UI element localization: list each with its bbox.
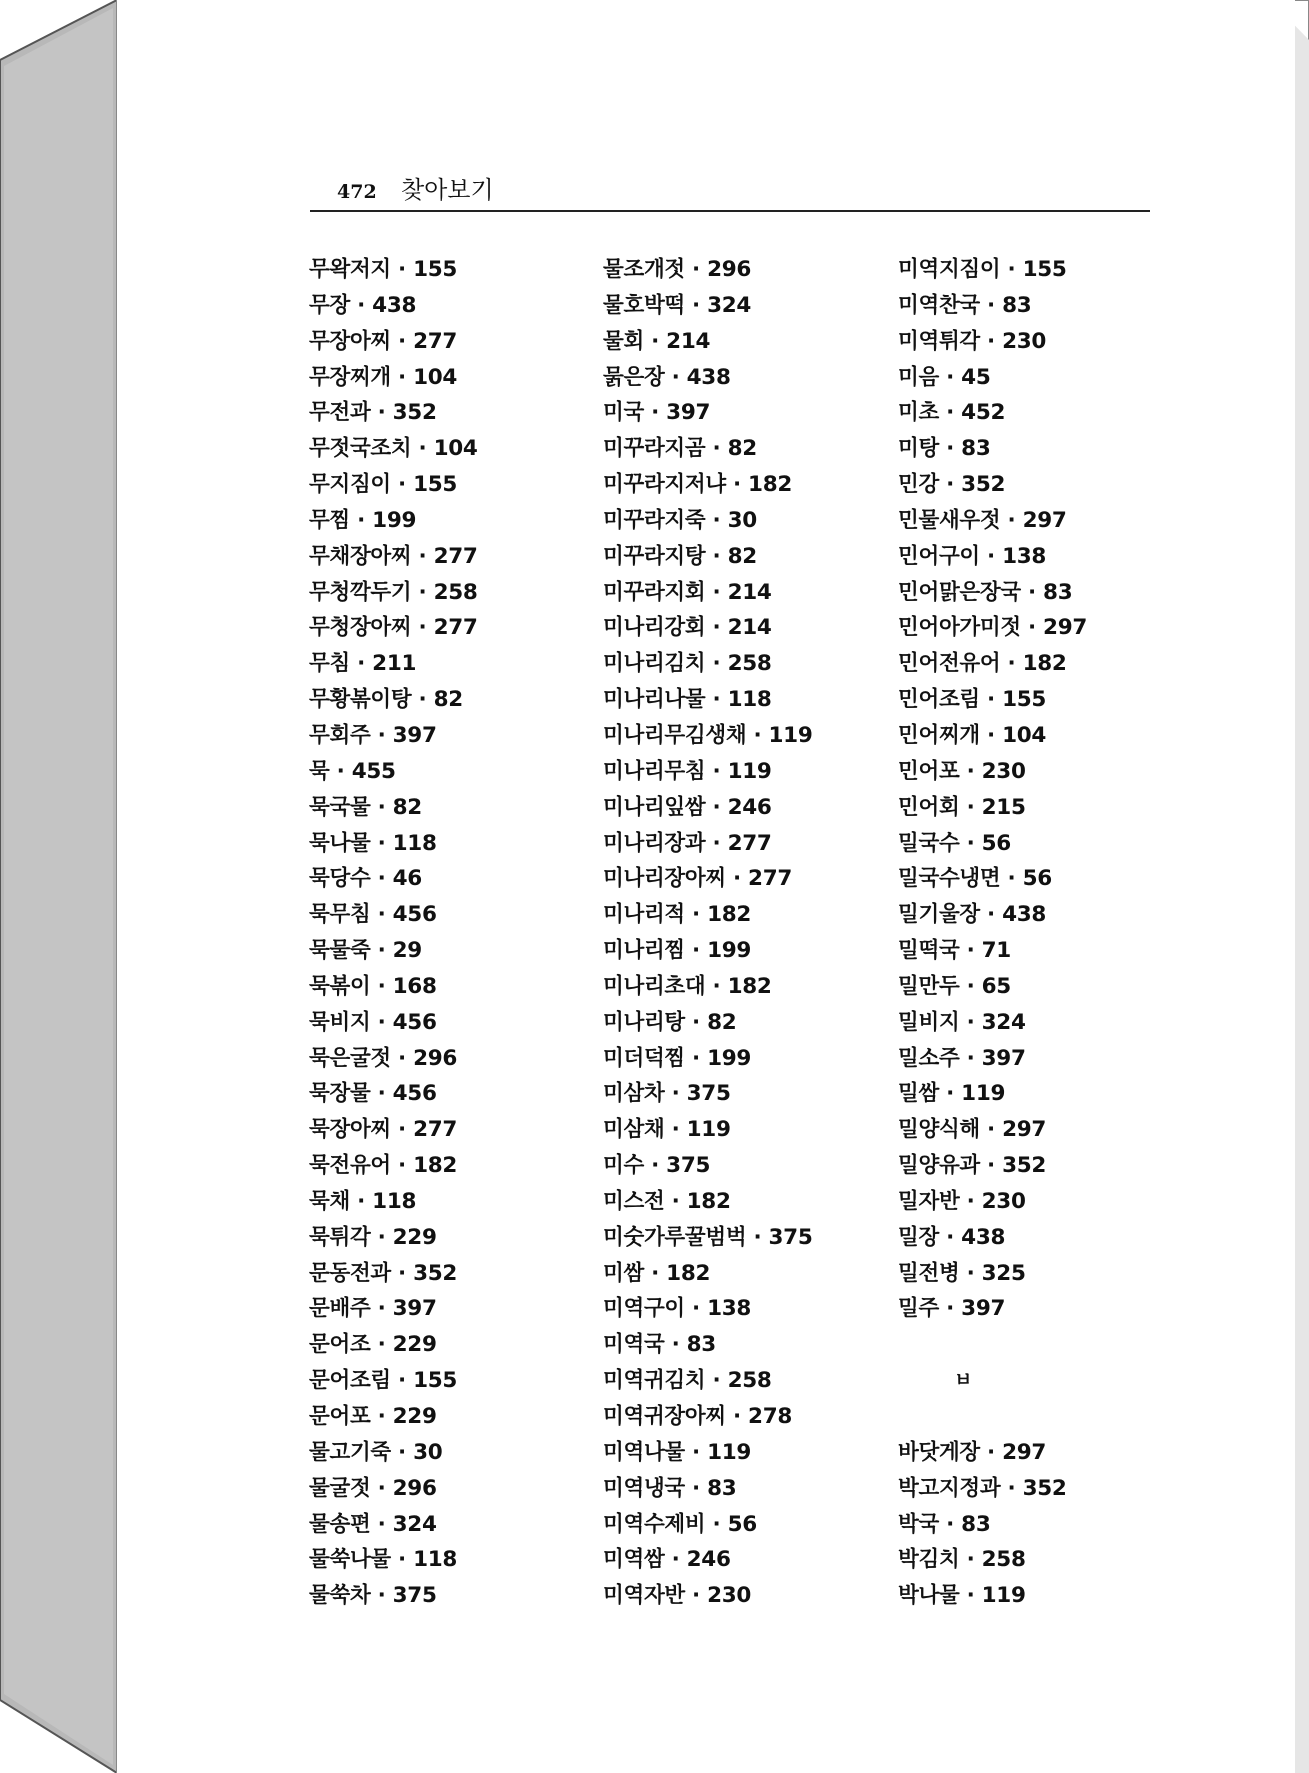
index-entry: 바닷게장 · 297 bbox=[898, 1439, 1047, 1465]
index-row bbox=[898, 610, 1087, 646]
index-row bbox=[309, 969, 478, 1005]
index-row bbox=[603, 1184, 813, 1220]
index-row bbox=[898, 431, 1087, 467]
index-entry: 미초 · 452 bbox=[898, 400, 1006, 426]
index-entry: 무전과 · 352 bbox=[309, 400, 437, 426]
index-entry: 묵나물 · 118 bbox=[309, 830, 437, 856]
index-entry: 미역구이 · 138 bbox=[603, 1296, 752, 1322]
index-entry: 미쌈 · 182 bbox=[603, 1260, 711, 1286]
index-entry: 박고지정과 · 352 bbox=[898, 1475, 1067, 1501]
index-row bbox=[603, 754, 813, 790]
index-row bbox=[309, 1291, 478, 1327]
index-row bbox=[603, 288, 813, 324]
index-entry: 미탕 · 83 bbox=[898, 436, 991, 462]
index-entry: 밀국수냉면 · 56 bbox=[898, 866, 1052, 892]
index-row bbox=[309, 395, 478, 431]
index-row bbox=[309, 503, 478, 539]
index-row bbox=[603, 1005, 813, 1041]
index-row bbox=[309, 1578, 478, 1614]
index-entry: 미역나물 · 119 bbox=[603, 1439, 752, 1465]
index-row bbox=[309, 252, 478, 288]
index-entry: 미나리초대 · 182 bbox=[603, 973, 772, 999]
index-row bbox=[309, 1542, 478, 1578]
index-row bbox=[309, 1076, 478, 1112]
index-entry: 물호박떡 · 324 bbox=[603, 292, 752, 318]
index-entry: 미나리장아찌 · 277 bbox=[603, 866, 793, 892]
index-entry: 물굴젓 · 296 bbox=[309, 1475, 437, 1501]
index-column-1 bbox=[309, 252, 478, 1614]
index-row bbox=[603, 718, 813, 754]
index-row bbox=[309, 288, 478, 324]
index-entry: 묵장아찌 · 277 bbox=[309, 1117, 458, 1143]
index-entry: 묵은굴젓 · 296 bbox=[309, 1045, 458, 1071]
index-row bbox=[603, 1363, 813, 1399]
index-entry: 미역자반 · 230 bbox=[603, 1583, 752, 1609]
index-row bbox=[603, 324, 813, 360]
index-row bbox=[603, 539, 813, 575]
index-row bbox=[603, 467, 813, 503]
index-entry: 박나물 · 119 bbox=[898, 1583, 1026, 1609]
index-entry: 민어전유어 · 182 bbox=[898, 651, 1067, 677]
index-entry: 민어맑은장국 · 83 bbox=[898, 579, 1073, 605]
index-entry: 물조개젓 · 296 bbox=[603, 257, 752, 282]
index-entry: 미역국 · 83 bbox=[603, 1332, 716, 1358]
index-entry: 미나리김치 · 258 bbox=[603, 651, 772, 677]
index-entry: 미역쌈 · 246 bbox=[603, 1547, 731, 1573]
index-entry: 미꾸라지곰 · 82 bbox=[603, 436, 757, 462]
index-row bbox=[898, 1112, 1087, 1148]
index-entry: 묽은장 · 438 bbox=[603, 364, 731, 390]
index-entry: 미나리탕 · 82 bbox=[603, 1009, 737, 1035]
index-row bbox=[309, 1327, 478, 1363]
index-entry: 민어포 · 230 bbox=[898, 758, 1026, 784]
index-entry: 묵채 · 118 bbox=[309, 1188, 417, 1214]
index-row bbox=[603, 790, 813, 826]
index-entry: 민강 · 352 bbox=[898, 472, 1006, 498]
index-entry: 미나리무김생채 · 119 bbox=[603, 722, 813, 748]
index-row bbox=[898, 1041, 1087, 1077]
index-row bbox=[309, 1005, 478, 1041]
index-entry: 미삼차 · 375 bbox=[603, 1081, 731, 1107]
index-entry: 미수 · 375 bbox=[603, 1153, 711, 1179]
index-row bbox=[898, 754, 1087, 790]
index-row bbox=[603, 897, 813, 933]
index-entry: 무침 · 211 bbox=[309, 651, 417, 677]
index-entry: 민어찌개 · 104 bbox=[898, 722, 1047, 748]
index-row bbox=[603, 826, 813, 862]
index-entry: 미역귀장아찌 · 278 bbox=[603, 1404, 793, 1429]
index-row bbox=[309, 467, 478, 503]
index-entry: 묵전유어 · 182 bbox=[309, 1153, 458, 1179]
index-entry: 밀쌈 · 119 bbox=[898, 1081, 1006, 1107]
index-row bbox=[309, 718, 478, 754]
index-entry: 밀만두 · 65 bbox=[898, 973, 1011, 999]
index-entry: 밀양식해 · 297 bbox=[898, 1117, 1047, 1143]
index-row bbox=[898, 1578, 1087, 1614]
index-row bbox=[309, 1399, 478, 1435]
index-entry: 민어회 · 215 bbox=[898, 794, 1026, 820]
index-row bbox=[898, 467, 1087, 503]
index-row bbox=[309, 575, 478, 611]
index-row bbox=[309, 1471, 478, 1507]
index-row bbox=[309, 1220, 478, 1256]
index-row bbox=[898, 1399, 1087, 1435]
index-entry: 미역냉국 · 83 bbox=[603, 1475, 737, 1501]
index-entry: 문어조 · 229 bbox=[309, 1332, 437, 1358]
index-entry: 미나리장과 · 277 bbox=[603, 830, 772, 856]
index-row bbox=[898, 1076, 1087, 1112]
index-entry: 묵튀각 · 229 bbox=[309, 1224, 437, 1250]
index-entry: 미음 · 45 bbox=[898, 364, 991, 390]
index-row bbox=[898, 790, 1087, 826]
index-entry: 미나리잎쌈 · 246 bbox=[603, 794, 772, 820]
section-heading: ㅂ bbox=[954, 1369, 973, 1392]
index-row bbox=[309, 682, 478, 718]
index-row bbox=[898, 682, 1087, 718]
index-entry: 밀비지 · 324 bbox=[898, 1009, 1026, 1035]
page-number: 472 bbox=[337, 181, 377, 203]
index-entry: 미꾸라지탕 · 82 bbox=[603, 543, 757, 569]
index-row bbox=[898, 1363, 1087, 1399]
index-entry: 무장 · 438 bbox=[309, 292, 417, 318]
index-entry: 문어조림 · 155 bbox=[309, 1368, 458, 1394]
index-row bbox=[603, 933, 813, 969]
index-entry: 밀떡국 · 71 bbox=[898, 938, 1011, 964]
index-entry: 미나리적 · 182 bbox=[603, 902, 752, 928]
index-row bbox=[603, 1041, 813, 1077]
index-row bbox=[603, 1399, 813, 1435]
index-entry: 미삼채 · 119 bbox=[603, 1117, 731, 1143]
index-entry: 물송편 · 324 bbox=[309, 1511, 437, 1537]
index-entry: 미나리나물 · 118 bbox=[603, 687, 772, 713]
index-entry: 무지짐이 · 155 bbox=[309, 472, 458, 498]
index-row bbox=[309, 1363, 478, 1399]
index-row bbox=[898, 1256, 1087, 1292]
index-entry: 미나리찜 · 199 bbox=[603, 938, 752, 964]
index-row bbox=[309, 754, 478, 790]
index-row bbox=[603, 395, 813, 431]
index-row bbox=[898, 718, 1087, 754]
index-row bbox=[603, 682, 813, 718]
index-row bbox=[603, 1076, 813, 1112]
index-entry: 밀주 · 397 bbox=[898, 1296, 1006, 1322]
index-entry: 미역튀각 · 230 bbox=[898, 328, 1047, 354]
index-row bbox=[898, 503, 1087, 539]
index-row bbox=[603, 861, 813, 897]
index-entry: 민어조림 · 155 bbox=[898, 687, 1047, 713]
index-entry: 민물새우젓 · 297 bbox=[898, 507, 1067, 533]
index-row bbox=[898, 1471, 1087, 1507]
index-row bbox=[898, 252, 1087, 288]
index-entry: 무젓국조치 · 104 bbox=[309, 436, 478, 462]
index-row bbox=[603, 1327, 813, 1363]
index-row bbox=[898, 1291, 1087, 1327]
index-entry: 미역찬국 · 83 bbox=[898, 292, 1032, 318]
index-entry: 민어아가미젓 · 297 bbox=[898, 615, 1088, 641]
index-row bbox=[898, 1327, 1087, 1363]
index-row bbox=[603, 1256, 813, 1292]
index-entry: 무왁저지 · 155 bbox=[309, 257, 458, 282]
index-row bbox=[309, 324, 478, 360]
index-entry: 무청장아찌 · 277 bbox=[309, 615, 478, 641]
index-entry: 무채장아찌 · 277 bbox=[309, 543, 478, 569]
index-row bbox=[603, 1220, 813, 1256]
index-row bbox=[898, 897, 1087, 933]
index-entry: 묵 · 455 bbox=[309, 758, 396, 784]
index-entry: 밀소주 · 397 bbox=[898, 1045, 1026, 1071]
index-column-3 bbox=[898, 252, 1087, 1614]
index-entry: 무청깍두기 · 258 bbox=[309, 579, 478, 605]
index-row bbox=[603, 360, 813, 396]
index-row bbox=[309, 933, 478, 969]
index-entry: 묵장물 · 456 bbox=[309, 1081, 437, 1107]
index-row bbox=[309, 539, 478, 575]
index-entry: 무회주 · 397 bbox=[309, 722, 437, 748]
index-entry: 미더덕찜 · 199 bbox=[603, 1045, 752, 1071]
page-header bbox=[337, 170, 1150, 205]
index-entry: 박국 · 83 bbox=[898, 1511, 991, 1537]
index-entry: 밀국수 · 56 bbox=[898, 830, 1011, 856]
index-row bbox=[309, 861, 478, 897]
index-entry: 미숫가루꿀범벅 · 375 bbox=[603, 1224, 813, 1250]
index-row bbox=[603, 252, 813, 288]
index-row bbox=[898, 395, 1087, 431]
index-row bbox=[309, 610, 478, 646]
index-entry: 문배주 · 397 bbox=[309, 1296, 437, 1322]
index-row bbox=[309, 431, 478, 467]
index-entry: 물회 · 214 bbox=[603, 328, 711, 354]
index-row bbox=[898, 1507, 1087, 1543]
header-rule bbox=[310, 210, 1150, 212]
index-row bbox=[898, 539, 1087, 575]
index-row bbox=[309, 1435, 478, 1471]
index-entry: 미국 · 397 bbox=[603, 400, 711, 426]
index-entry: 무황볶이탕 · 82 bbox=[309, 687, 463, 713]
index-row bbox=[898, 1435, 1087, 1471]
index-row bbox=[898, 933, 1087, 969]
index-row bbox=[309, 897, 478, 933]
index-row bbox=[603, 1578, 813, 1614]
index-entry: 밀장 · 438 bbox=[898, 1224, 1006, 1250]
index-row bbox=[603, 431, 813, 467]
index-column-2 bbox=[603, 252, 813, 1614]
index-entry: 묵물죽 · 29 bbox=[309, 938, 422, 964]
index-row bbox=[603, 1471, 813, 1507]
index-entry: 밀전병 · 325 bbox=[898, 1260, 1026, 1286]
index-row bbox=[898, 360, 1087, 396]
index-row bbox=[309, 1112, 478, 1148]
index-row bbox=[898, 826, 1087, 862]
index-entry: 미역지짐이 · 155 bbox=[898, 257, 1067, 282]
index-row bbox=[309, 1256, 478, 1292]
index-row bbox=[898, 969, 1087, 1005]
index-entry: 묵비지 · 456 bbox=[309, 1009, 437, 1035]
index-row bbox=[309, 790, 478, 826]
index-entry: 밀기울장 · 438 bbox=[898, 902, 1047, 928]
index-entry: 미나리무침 · 119 bbox=[603, 758, 772, 784]
index-row bbox=[603, 1542, 813, 1578]
index-entry: 미역수제비 · 56 bbox=[603, 1511, 757, 1537]
index-row bbox=[898, 1005, 1087, 1041]
index-row bbox=[603, 969, 813, 1005]
index-entry: 물쑥나물 · 118 bbox=[309, 1547, 458, 1573]
index-entry: 밀양유과 · 352 bbox=[898, 1153, 1047, 1179]
index-entry: 묵볶이 · 168 bbox=[309, 973, 437, 999]
page-title: 찾아보기 bbox=[400, 176, 494, 204]
index-row bbox=[309, 1184, 478, 1220]
index-row bbox=[603, 1435, 813, 1471]
index-row bbox=[603, 1112, 813, 1148]
index-row bbox=[898, 1542, 1087, 1578]
index-row bbox=[309, 360, 478, 396]
index-entry: 묵국물 · 82 bbox=[309, 794, 422, 820]
index-row bbox=[603, 503, 813, 539]
index-row bbox=[309, 1148, 478, 1184]
index-row bbox=[309, 826, 478, 862]
index-row bbox=[898, 575, 1087, 611]
index-row bbox=[898, 324, 1087, 360]
index-row bbox=[309, 646, 478, 682]
index-entry: 물고기죽 · 30 bbox=[309, 1439, 443, 1465]
index-entry: 미꾸라지회 · 214 bbox=[603, 579, 772, 605]
index-row bbox=[603, 575, 813, 611]
index-entry: 묵무침 · 456 bbox=[309, 902, 437, 928]
index-row bbox=[309, 1507, 478, 1543]
index-row bbox=[898, 1220, 1087, 1256]
index-entry: 미스전 · 182 bbox=[603, 1188, 731, 1214]
index-row bbox=[898, 1148, 1087, 1184]
index-entry: 박김치 · 258 bbox=[898, 1547, 1026, 1573]
index-row bbox=[898, 1184, 1087, 1220]
index-entry: 문동전과 · 352 bbox=[309, 1260, 458, 1286]
index-entry: 문어포 · 229 bbox=[309, 1404, 437, 1429]
index-entry: 미나리강회 · 214 bbox=[603, 615, 772, 641]
index-entry: 미꾸라지저냐 · 182 bbox=[603, 472, 793, 498]
index-row bbox=[603, 1291, 813, 1327]
index-row bbox=[603, 1148, 813, 1184]
index-row bbox=[603, 610, 813, 646]
index-row bbox=[603, 1507, 813, 1543]
index-row bbox=[898, 288, 1087, 324]
index-entry: 민어구이 · 138 bbox=[898, 543, 1047, 569]
index-row bbox=[898, 646, 1087, 682]
index-entry: 무장아찌 · 277 bbox=[309, 328, 458, 354]
index-entry: 물쑥차 · 375 bbox=[309, 1583, 437, 1609]
index-entry: 무장찌개 · 104 bbox=[309, 364, 458, 390]
index-row bbox=[898, 861, 1087, 897]
index-entry: 미꾸라지죽 · 30 bbox=[603, 507, 757, 533]
index-entry: 미역귀김치 · 258 bbox=[603, 1368, 772, 1394]
index-entry: 묵당수 · 46 bbox=[309, 866, 422, 892]
index-entry: 무찜 · 199 bbox=[309, 507, 417, 533]
index-entry: 밀자반 · 230 bbox=[898, 1188, 1026, 1214]
index-row bbox=[309, 1041, 478, 1077]
index-row bbox=[603, 646, 813, 682]
